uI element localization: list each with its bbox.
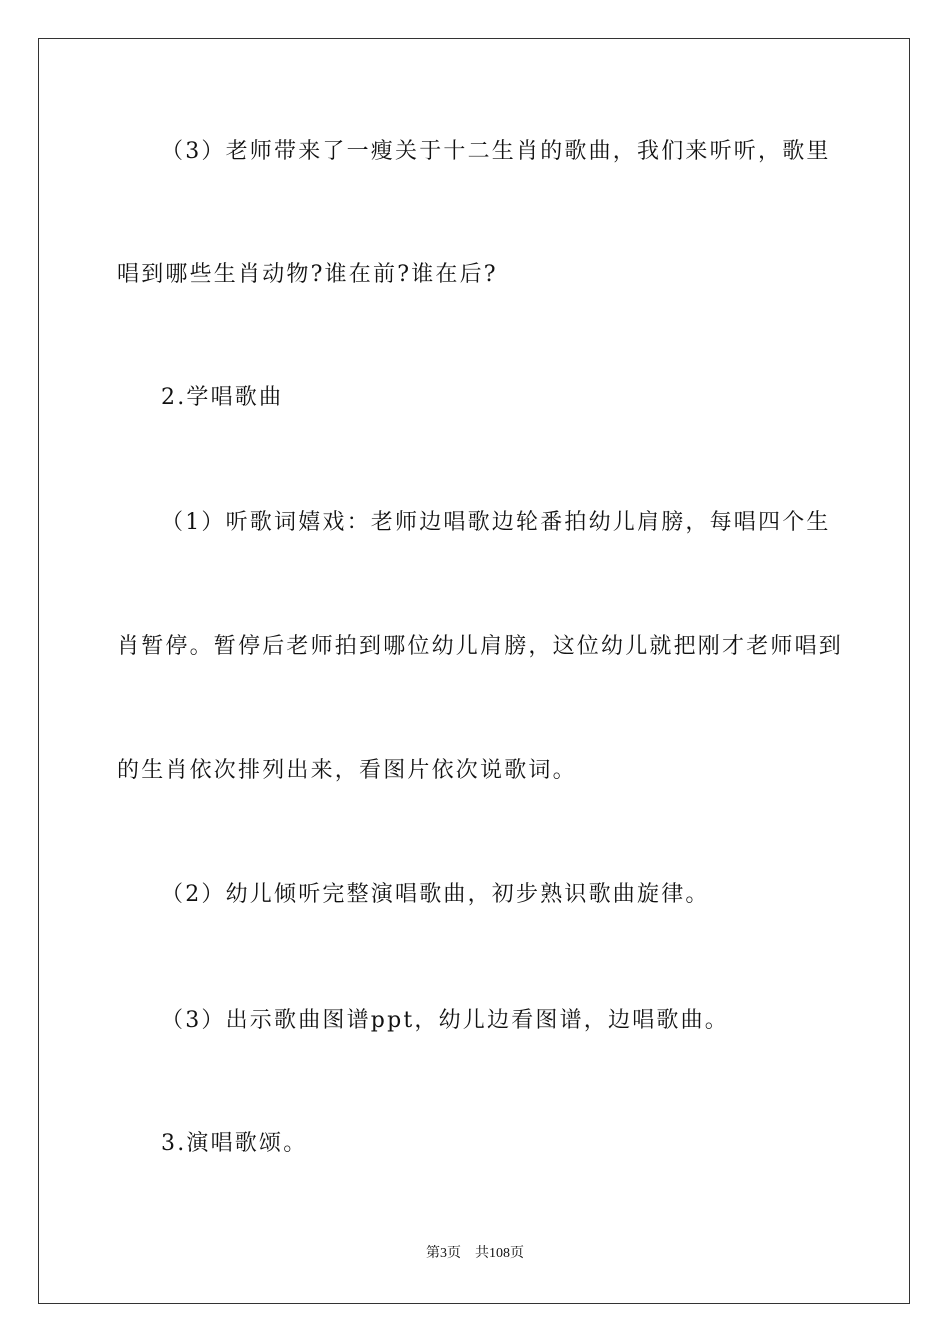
page-border — [38, 38, 910, 1304]
paragraph-line: （2）幼儿倾听完整演唱歌曲，初步熟识歌曲旋律。 — [161, 882, 710, 907]
paragraph-line: 的生肖依次排列出来，看图片依次说歌词。 — [117, 758, 577, 783]
section-heading: 2.学唱歌曲 — [161, 385, 284, 410]
page-total: 共108页 — [475, 1246, 524, 1261]
page-footer — [0, 1244, 950, 1264]
paragraph-line: 肖暂停。暂停后老师拍到哪位幼儿肩膀，这位幼儿就把刚才老师唱到 — [117, 634, 844, 659]
paragraph-line: （1）听歌词嬉戏：老师边唱歌边轮番拍幼儿肩膀，每唱四个生 — [161, 510, 831, 535]
paragraph-line: （3）老师带来了一瘦关于十二生肖的歌曲，我们来听听，歌里 — [161, 139, 831, 164]
paragraph-line: 唱到哪些生肖动物?谁在前?谁在后? — [117, 262, 498, 287]
page-number: 第3页 — [426, 1246, 461, 1261]
paragraph-line: （3）出示歌曲图谱ppt，幼儿边看图谱，边唱歌曲。 — [161, 1008, 730, 1033]
section-heading: 3.演唱歌颂。 — [161, 1131, 308, 1156]
